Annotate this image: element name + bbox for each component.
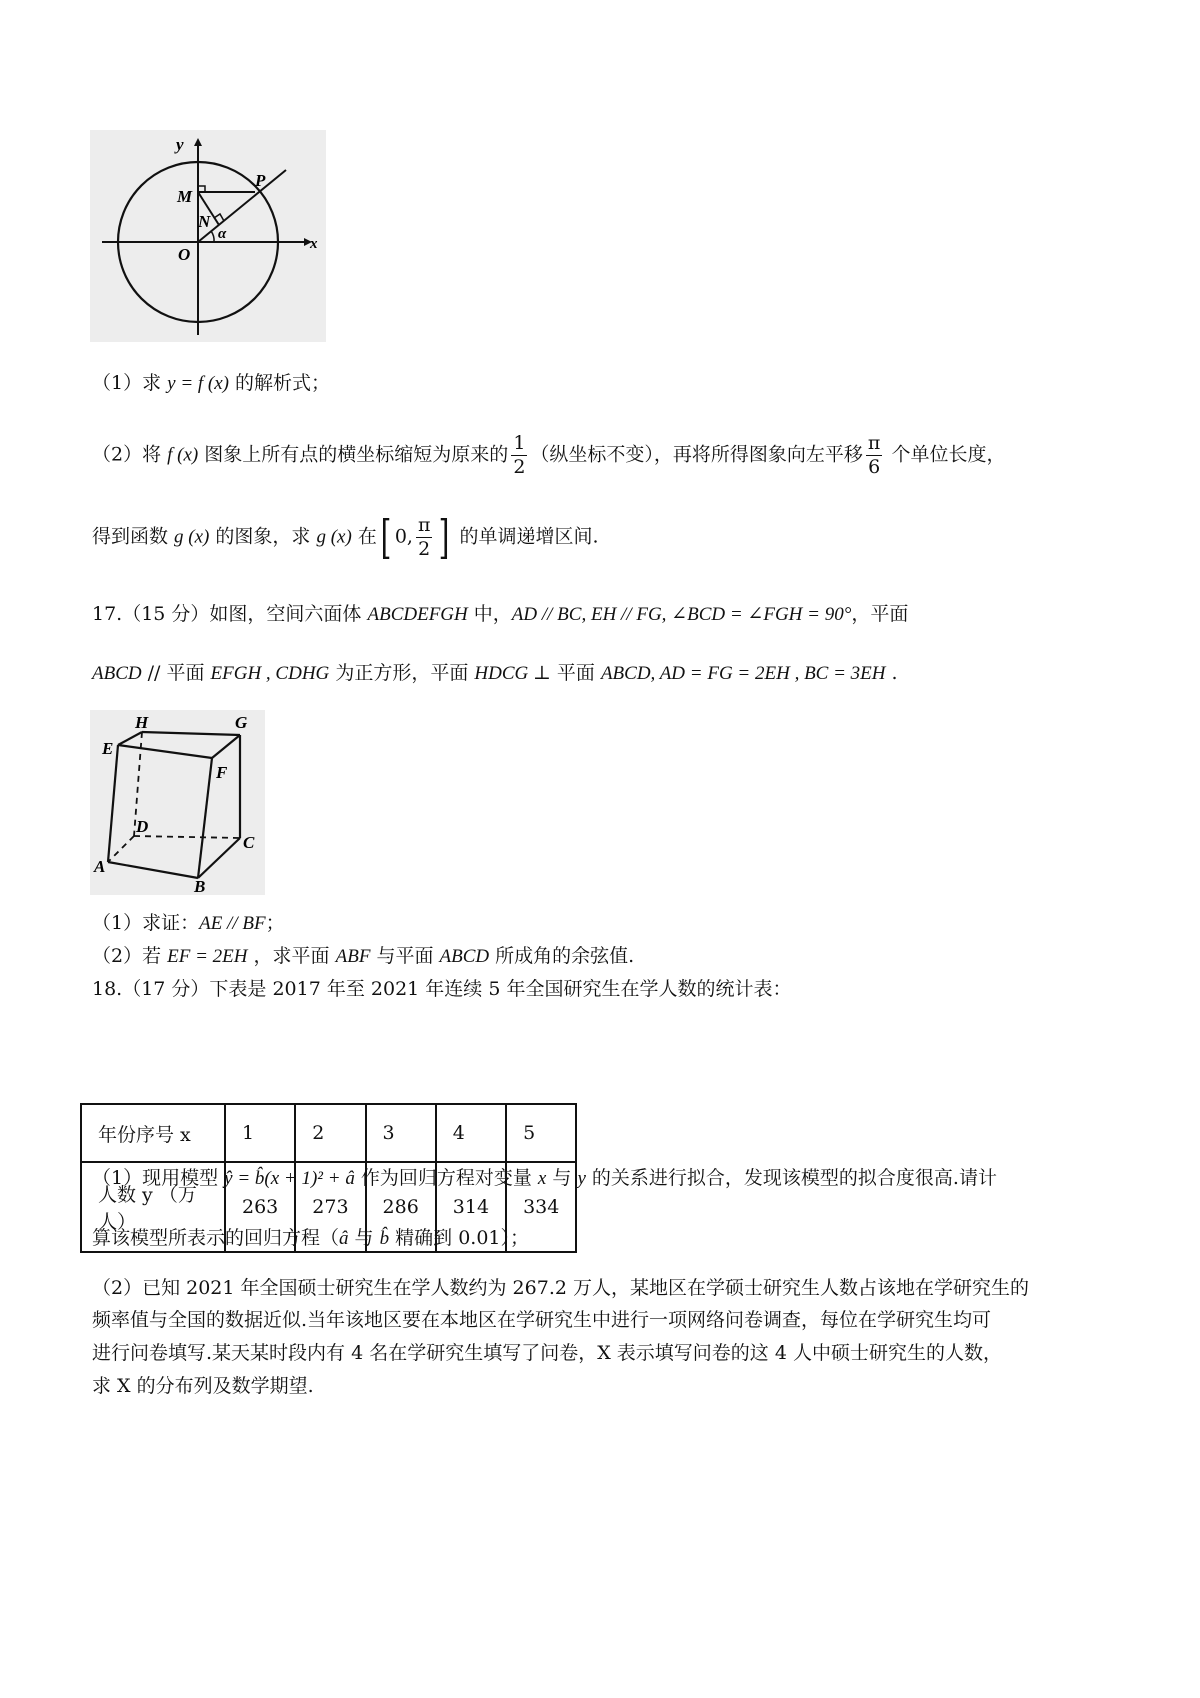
q17-part1: （1）求证：AE // BF； — [92, 912, 285, 934]
unit-circle-diagram — [90, 130, 326, 342]
table-cell: 273 — [295, 1162, 365, 1252]
label-B: B — [194, 877, 206, 895]
label-y: y — [176, 135, 184, 154]
table-header-year: 年份序号 x — [81, 1104, 225, 1162]
label-x: x — [310, 236, 318, 252]
q18-part1-line2: 算该模型所表示的回归方程（â 与 b̂ 精确到 0.01）； — [92, 1227, 529, 1249]
label-N: N — [198, 212, 211, 231]
q17-part2: （2）若 EF = 2EH ，求平面 ABF 与平面 ABCD 所成角的余弦值. — [92, 945, 635, 967]
table-cell: 4 — [436, 1104, 506, 1162]
q16-part2-cont: 得到函数 g (x) 的图象，求 g (x) 在[ 0, $\frac{\pi}{2}$ ] 的单调递增区间. — [92, 510, 599, 565]
q18-intro: 18.（17 分）下表是 2017 年至 2021 年连续 5 年全国研究生在学人数的统计表： — [92, 978, 792, 1000]
q17-line1: 17.（15 分）如图，空间六面体 ABCDEFGH 中，AD // BC, EH // FG, ∠BCD = ∠FGH = 90°，平面 — [92, 603, 909, 625]
label-P: P — [255, 171, 266, 190]
hexahedron-figure — [90, 710, 265, 895]
label-alpha: α — [218, 226, 227, 242]
q18-part2-line1: （2）已知 2021 年全国硕士研究生在学人数约为 267.2 万人，某地区在学硕士研究生人数占该地在学研究生的 — [92, 1277, 1029, 1299]
label-D: D — [136, 817, 149, 836]
table-cell: 5 — [506, 1104, 576, 1162]
fraction-pi-six: $\frac{\pi}{6}$ — [867, 432, 881, 478]
fraction-one-half: $\frac{1}{2}$ — [513, 432, 526, 478]
q16-part2: （2）将 f (x) 图象上所有点的横坐标缩短为原来的 $\frac{1}{2}$ （纵坐标不变），再将所得图象向左平移 $\frac{\pi}{6}$ 个单位长度， — [92, 432, 1006, 478]
label-H: H — [135, 713, 149, 732]
q18-part2-line4: 求 X 的分布列及数学期望. — [92, 1375, 314, 1397]
q18-part2-line3: 进行问卷填写.某天某时段内有 4 名在学研究生填写了问卷，X 表示填写问卷的这 4 人中硕士研究生的人数， — [92, 1342, 1002, 1364]
q16-part1: （1）求 y = f (x) 的解析式； — [92, 372, 331, 394]
table-cell: 286 — [366, 1162, 436, 1252]
label-G: G — [235, 713, 248, 732]
label-E: E — [102, 739, 114, 758]
table-cell: 3 — [366, 1104, 436, 1162]
unit-circle-figure — [90, 130, 326, 342]
label-C: C — [243, 833, 255, 852]
label-A: A — [94, 857, 106, 876]
label-O: O — [178, 245, 191, 264]
label-F: F — [216, 763, 228, 782]
expr-y-fx: y = f (x) — [167, 373, 230, 394]
fraction-pi-two: $\frac{\pi}{2}$ — [417, 514, 431, 560]
table-cell: 334 — [506, 1162, 576, 1252]
table-cell: 1 — [225, 1104, 295, 1162]
table-cell: 314 — [436, 1162, 506, 1252]
label-M: M — [177, 187, 193, 206]
table-row — [81, 1104, 576, 1162]
table-cell: 263 — [225, 1162, 295, 1252]
table-header-count: 人数 y （万 人） — [81, 1162, 225, 1252]
q17-line2: ABCD // 平面 EFGH , CDHG 为正方形，平面 HDCG ⊥ 平面 ABCD, AD = FG = 2EH , BC = 3EH . — [92, 662, 898, 684]
table-cell: 2 — [295, 1104, 365, 1162]
hexahedron-diagram — [90, 710, 265, 895]
q18-part2-line2: 频率值与全国的数据近似.当年该地区要在本地区在学研究生中进行一项网络问卷调查，每位在学研究生均可 — [92, 1309, 992, 1331]
q18-part1-line1: （1）现用模型 ŷ = b̂(x + 1)² + â 作为回归方程对变量 x 与 y 的关系进行拟合，发现该模型的拟合度很高.请计 — [92, 1167, 997, 1189]
